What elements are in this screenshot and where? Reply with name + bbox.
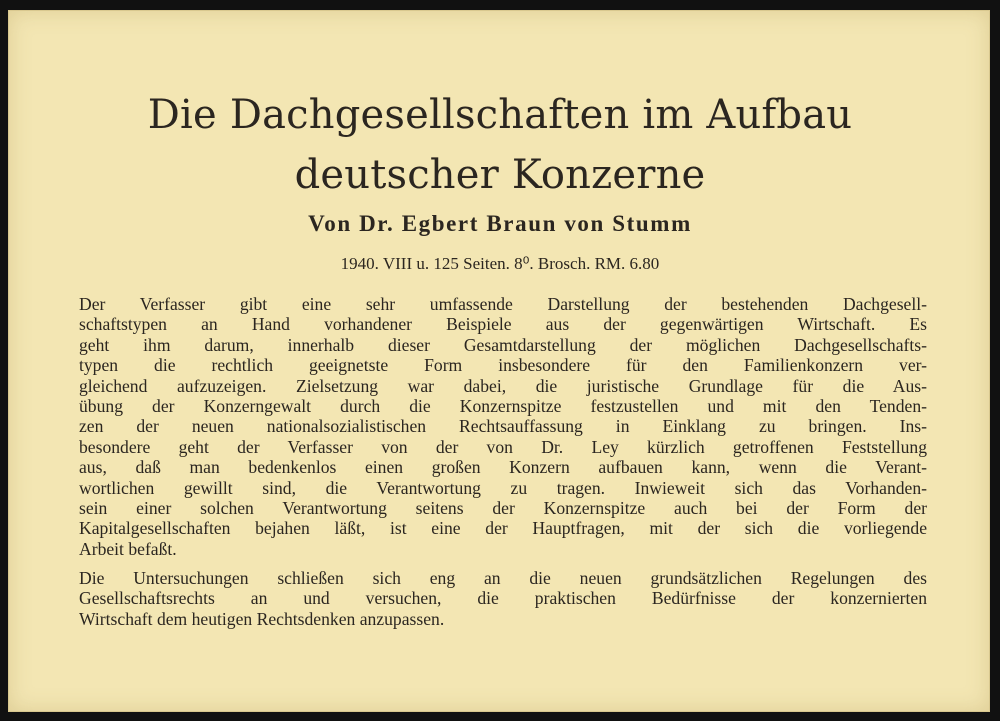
paragraph-line: Der Verfasser gibt eine sehr umfassende Darstellung der bestehenden Dachgesell- xyxy=(79,294,927,314)
paragraph-line: übung der Konzerngewalt durch die Konzernspitze festzustellen und mit den Tenden- xyxy=(79,395,927,416)
paragraph-line: wortlichen gewillt sind, die Verantwortung zu tragen. Inwieweit sich das Vorhanden- xyxy=(79,477,927,498)
paragraph-line: Die Untersuchungen schließen sich eng an die neuen grundsätzlichen Regelungen des xyxy=(79,568,927,588)
paragraph-line: typen die rechtlich geeignetste Form insbesondere für den Familienkonzern ver- xyxy=(79,355,927,376)
paragraph-line: gleichend aufzuzeigen. Zielsetzung war dabei, die juristische Grundlage für die Aus- xyxy=(79,375,927,396)
paragraph-line: geht ihm darum, innerhalb dieser Gesamtdarstellung der möglichen Dachgesellschafts- xyxy=(79,334,927,355)
publication-details: 1940. VIII u. 125 Seiten. 8⁰. Brosch. RM. 6.80 xyxy=(340,254,660,273)
paragraph-line: Wirtschaft dem heutigen Rechtsdenken anzupassen. xyxy=(79,608,445,629)
paragraph-1 xyxy=(79,294,927,559)
paragraph-2 xyxy=(79,568,927,629)
paragraph-line: Kapitalgesellschaften bejahen läßt, ist eine der Hauptfragen, mit der sich die vorliegende xyxy=(79,518,927,539)
paragraph-line: Gesellschaftsrechts an und versuchen, die praktischen Bedürfnisse der konzernierten xyxy=(79,588,927,609)
paragraph-line: schaftstypen an Hand vorhandener Beispiele aus der gegenwärtigen Wirtschaft. Es xyxy=(79,314,927,335)
paragraph-line: Arbeit befaßt. xyxy=(79,538,177,559)
paragraph-line: aus, daß man bedenkenlos einen großen Konzern aufbauen kann, wenn die Verant- xyxy=(79,457,927,478)
paragraph-line: besondere geht der Verfasser von der von Dr. Ley kürzlich getroffenen Feststellung xyxy=(79,436,927,457)
title-line-2: deutscher Konzerne xyxy=(294,152,706,198)
paragraph-line: zen der neuen nationalsozialistischen Rechtsauffassung in Einklang zu bringen. Ins- xyxy=(79,416,927,437)
announcement-card xyxy=(8,10,990,712)
paragraph-line: sein einer solchen Verantwortung seitens der Konzernspitze auch bei der Form der xyxy=(79,497,927,518)
author-line: Von Dr. Egbert Braun von Stumm xyxy=(308,211,692,236)
title-line-1: Die Dachgesellschaften im Aufbau xyxy=(147,92,853,138)
